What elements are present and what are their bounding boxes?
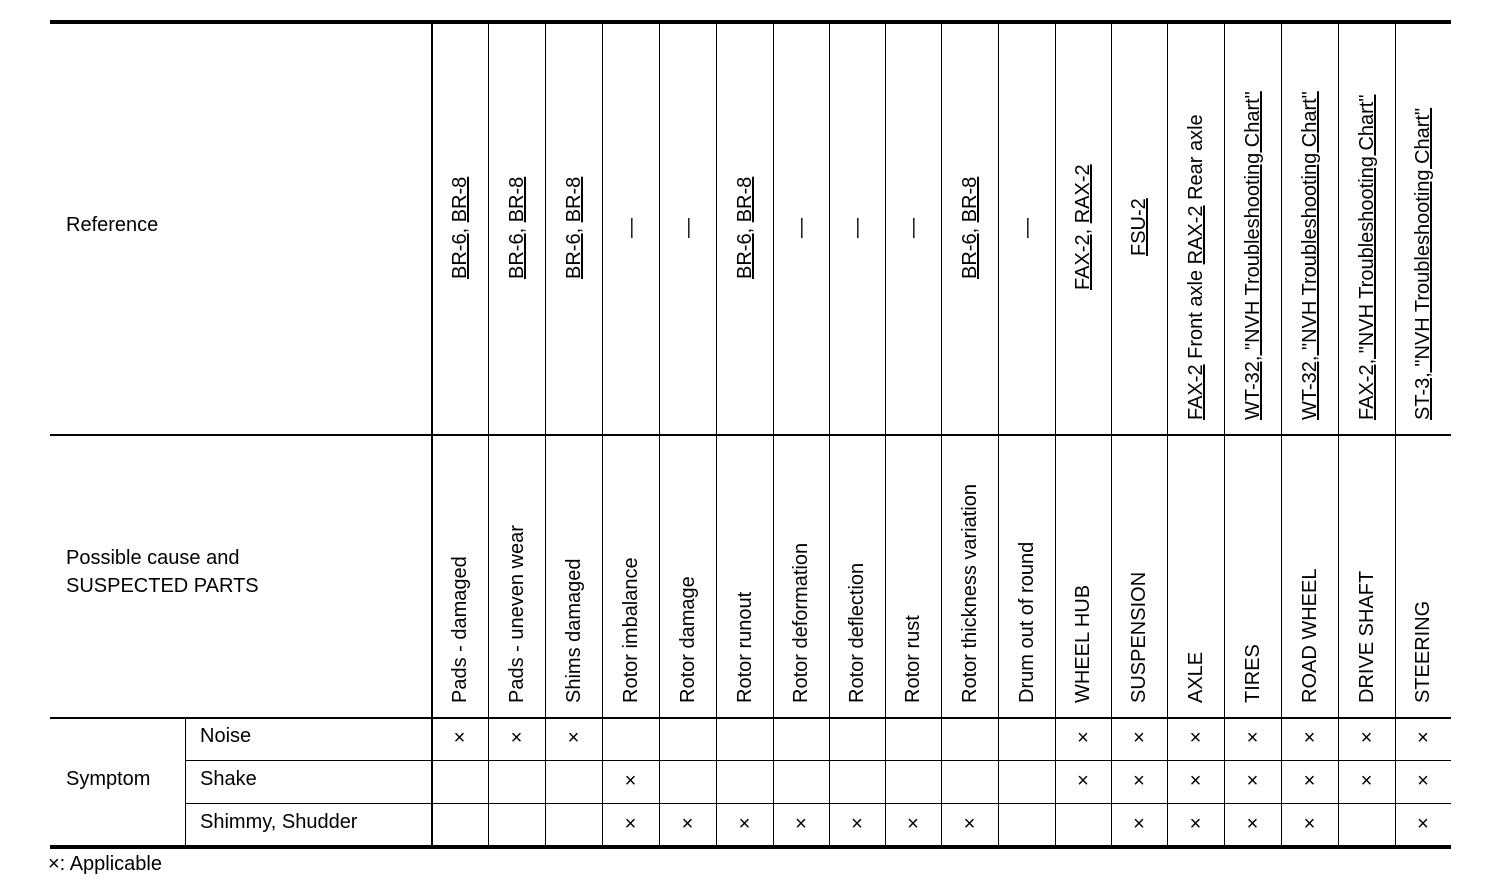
symptom-header-label: Symptom [66,768,151,790]
reference-link[interactable]: BR-8 [448,176,471,222]
reference-text: , [958,221,981,234]
reference-text: , [562,221,585,234]
applicable-mark: × [1133,770,1145,792]
suspected-part-label: Rotor deformation [790,542,812,703]
suspected-part-label: TIRES [1241,644,1264,703]
applicable-mark: × [1189,813,1202,835]
symptom-shimmy-label: Shimmy, Shudder [200,811,358,833]
applicable-mark: × [1246,727,1259,749]
suspected-part-label: Rotor damage [676,576,699,703]
possible-cause-header-label: Possible cause and SUSPECTED PARTS [66,547,259,597]
applicable-mark: × [681,813,694,835]
reference-text: , [505,221,528,234]
reference-cell [1128,199,1150,257]
reference-link[interactable]: WT-32, "NVH Troubleshooting Chart" [1241,91,1264,420]
reference-text: — [846,217,868,238]
suspected-part-label: Rotor rust [902,615,924,703]
table-top-border [50,20,1451,24]
reference-cell [1299,91,1321,420]
applicable-mark: × [1077,727,1089,749]
column-divider [1224,21,1225,846]
reference-link[interactable]: BR-8 [505,176,528,222]
applicable-mark: × [1133,727,1145,749]
applicable-mark: × [510,727,523,749]
reference-link[interactable]: BR-6 [733,233,756,279]
suspected-part-label: Rotor deflection [846,562,868,703]
applicable-mark: × [453,727,466,749]
reference-link[interactable]: BR-6 [562,233,585,279]
applicable-mark: × [1360,727,1373,749]
applicable-mark: × [1303,770,1316,792]
applicable-mark: × [963,813,976,835]
applicable-mark: × [1189,770,1202,792]
column-divider [1281,21,1282,846]
applicable-mark: × [1303,813,1316,835]
reference-cell [902,218,924,238]
suspected-part-label: Pads - damaged [448,556,471,703]
reference-text: , [733,221,756,234]
reference-text: , [1072,223,1094,235]
suspected-part-label: WHEEL HUB [1072,584,1094,703]
applicable-mark: × [907,813,919,835]
applicable-mark: × [567,727,580,749]
applicable-mark: × [1189,727,1202,749]
symptom-shake-label: Shake [200,768,257,790]
reference-cell [1356,95,1378,420]
reference-link[interactable]: RAX-2 [1184,205,1207,265]
column-divider [1055,21,1056,846]
column-divider [941,21,942,846]
symptom-row-divider [185,803,1451,804]
suspected-part-label: DRIVE SHAFT [1355,570,1378,703]
applicable-mark: × [1077,770,1089,792]
column-divider [659,21,660,846]
column-divider [1338,21,1339,846]
suspected-part-label: Rotor imbalance [619,557,642,703]
suspected-part-label: AXLE [1184,651,1207,703]
reference-text: — [902,217,924,238]
reference-text: Rear axle [1184,114,1207,206]
reference-text: , [448,221,471,234]
column-divider [545,21,546,846]
reference-text: — [619,217,642,238]
symptom-label-divider [185,717,186,846]
applicable-mark: × [624,770,637,792]
reference-text: — [790,217,812,238]
column-divider [1167,21,1168,846]
column-divider [488,21,489,846]
reference-cell [1072,165,1094,291]
column-divider [885,21,886,846]
applicable-mark: × [738,813,751,835]
reference-link[interactable]: WT-32, "NVH Troubleshooting Chart" [1298,91,1321,420]
reference-link[interactable]: BR-8 [562,176,585,222]
applicable-mark: × [851,813,863,835]
reference-cell [620,218,642,238]
suspected-part-label: Rotor runout [733,591,756,703]
reference-link[interactable]: BR-6 [448,233,471,279]
reference-cell [734,176,756,278]
column-divider [829,21,830,846]
reference-header-label: Reference [66,214,159,236]
column-divider [998,21,999,846]
reference-text: — [676,217,699,238]
column-divider [431,21,433,846]
applicable-mark: × [1303,727,1316,749]
applicable-mark: × [1246,770,1259,792]
reference-cell [677,218,699,238]
column-divider [1395,21,1396,846]
applicable-legend: ×: Applicable [48,853,162,875]
suspected-part-label: Rotor thickness variation [958,484,981,703]
suspected-part-label: Shims damaged [562,558,585,703]
reference-link[interactable]: RAX-2 [1072,164,1094,224]
cause-row-divider [50,717,1451,719]
column-divider [602,21,603,846]
suspected-part-label: Pads - uneven wear [505,525,528,703]
reference-link[interactable]: BR-6 [958,233,981,279]
reference-link[interactable]: BR-8 [733,176,756,222]
reference-link[interactable]: FAX-2 [1184,364,1207,420]
reference-text: — [1015,217,1038,238]
suspected-part-label: ROAD WHEEL [1298,568,1321,703]
reference-link[interactable]: FAX-2, "NVH Troubleshooting Chart" [1355,94,1378,420]
suspected-part-label: Drum out of round [1015,541,1038,703]
applicable-mark: × [795,813,807,835]
reference-link[interactable]: ST-3, "NVH Troubleshooting Chart" [1412,107,1434,420]
reference-cell [1185,114,1207,420]
reference-link[interactable]: FSU-2 [1128,198,1150,257]
symptom-noise-label: Noise [200,725,252,747]
reference-link[interactable]: FAX-2 [1072,234,1094,291]
reference-row-divider [50,434,1451,436]
applicable-mark: × [1417,770,1429,792]
reference-link[interactable]: BR-6 [505,233,528,279]
applicable-mark: × [1360,770,1373,792]
reference-cell [563,176,585,278]
reference-cell [449,176,471,278]
applicable-mark: × [1417,727,1429,749]
reference-cell [1242,91,1264,420]
table-bottom-border [50,845,1451,849]
column-divider [773,21,774,846]
applicable-mark: × [624,813,637,835]
column-divider [1111,21,1112,846]
reference-cell [846,218,868,238]
reference-cell [790,218,812,238]
reference-link[interactable]: BR-8 [958,176,981,222]
reference-text: Front axle [1184,264,1207,365]
reference-cell [1412,108,1434,420]
applicable-mark: × [1417,813,1429,835]
applicable-mark: × [1246,813,1259,835]
column-divider [716,21,717,846]
symptom-row-divider [185,760,1451,761]
reference-cell [1016,218,1038,238]
reference-cell [506,176,528,278]
reference-cell [959,176,981,278]
applicable-mark: × [1133,813,1145,835]
suspected-part-label: STEERING [1412,600,1434,703]
suspected-part-label: SUSPENSION [1128,571,1150,703]
